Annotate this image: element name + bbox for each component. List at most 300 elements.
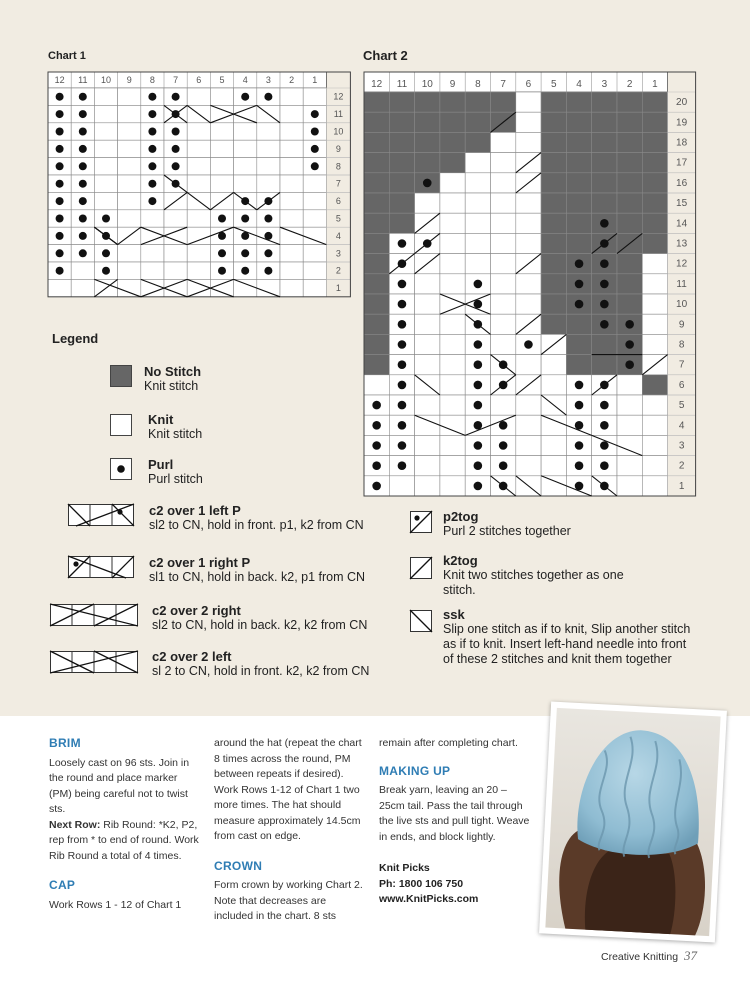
legend-no-stitch-desc: Knit stitch [144,379,199,393]
purl-stitch [56,267,64,275]
purl-stitch [372,482,381,491]
col-number: 8 [149,75,155,85]
stitch-cell [141,279,164,296]
stitch-cell [617,173,642,193]
stitch-cell [257,175,280,192]
stitch-cell [364,274,389,294]
supplier-name: Knit Picks [379,862,430,874]
stitch-cell [210,279,233,296]
stitch-cell [516,193,541,213]
stitch-cell [280,140,303,157]
row-number: 11 [333,109,344,120]
stitch-cell [491,153,516,173]
chart1-title: Chart 1 [48,50,86,62]
purl-stitch [398,441,407,450]
chart1-grid [48,72,344,297]
stitch-cell [642,375,667,395]
stitch-cell [280,192,303,209]
col-number: 3 [265,75,271,85]
stitch-cell [303,210,326,227]
stitch-cell [364,213,389,233]
stitch-cell [94,105,117,122]
purl-stitch [474,280,483,289]
ssk-symbol [410,610,432,632]
purl-stitch [600,259,609,268]
stitch-cell [415,92,440,112]
stitch-cell [440,334,465,354]
stitch-cell [617,415,642,435]
row-number: 9 [335,143,341,154]
legend-c2o2l [152,649,369,679]
purl-stitch [600,421,609,430]
stitch-cell [491,92,516,112]
stitch-cell [440,173,465,193]
purl-stitch [79,232,87,240]
stitch-cell [592,334,617,354]
stitch-cell [541,112,566,132]
crown-text: Form crown by working Chart 2. Note that decreases are included in the chart. 8 sts [214,879,363,922]
stitch-cell [617,213,642,233]
stitch-cell [592,153,617,173]
legend-c2o1r [149,555,365,585]
legend-c2o2r [152,603,367,633]
purl-stitch [56,197,64,205]
row-number: 5 [678,400,685,412]
stitch-cell [118,262,141,279]
purl-stitch [474,482,483,491]
stitch-cell [516,92,541,112]
stitch-cell [389,112,414,132]
stitch-cell [642,435,667,455]
stitch-cell [440,476,465,496]
stitch-cell [617,112,642,132]
purl-stitch [56,232,64,240]
legend-p2tog-desc: Purl 2 stitches together [443,524,571,538]
row-number: 7 [335,178,341,189]
col-number: 10 [100,75,112,85]
stitch-cell [566,173,591,193]
stitch-cell [566,132,591,152]
stitch-cell [642,294,667,314]
legend-c2o1r-desc: sl1 to CN, hold in back. k2, p1 from CN [149,570,366,584]
purl-stitch [218,249,226,257]
purl-stitch [398,239,407,248]
row-number: 2 [335,265,341,276]
stitch-cell [303,88,326,105]
stitch-cell [440,355,465,375]
row-number: 8 [335,161,341,172]
row-number: 20 [676,97,688,109]
purl-stitch [625,360,634,369]
purl-stitch [600,300,609,309]
stitch-cell [187,227,210,244]
legend-c2o1r-name: c2 over 1 right P [149,555,251,570]
row-number: 6 [678,379,685,391]
stitch-cell [415,314,440,334]
stitch-cell [364,355,389,375]
purl-stitch [600,280,609,289]
stitch-cell [541,254,566,274]
stitch-cell [617,274,642,294]
row-number: 1 [335,283,341,294]
purl-stitch [398,300,407,309]
stitch-cell [257,158,280,175]
purl-stitch [474,300,483,309]
stitch-cell [491,395,516,415]
purl-stitch [575,259,584,268]
col-number: 7 [173,75,179,85]
supplier-website: www.KnitPicks.com [379,893,479,905]
stitch-cell [234,105,257,122]
stitch-cell [210,140,233,157]
purl-stitch [474,340,483,349]
stitch-cell [415,112,440,132]
cap-continued: around the hat (repeat the chart 8 times across the round, PM between repeats if desired). Work Rows 1-12 of Chart 1 two more times. The hat should measure approximately 14.5cm from cast on edge. [214,737,362,842]
purl-stitch [575,441,584,450]
row-number: 9 [678,319,685,331]
stitch-cell [118,175,141,192]
stitch-cell [210,88,233,105]
stitch-cell [118,192,141,209]
legend-title: Legend [52,331,99,346]
stitch-cell [210,105,233,122]
stitch-cell [642,476,667,496]
purl-stitch [56,162,64,170]
stitch-cell [415,435,440,455]
stitch-cell [491,233,516,253]
stitch-cell [440,213,465,233]
stitch-cell [642,193,667,213]
legend-c2o1l [149,503,364,533]
col-number: 4 [576,79,582,90]
stitch-cell [491,173,516,193]
purl-stitch [56,128,64,136]
stitch-cell [210,123,233,140]
stitch-cell [280,123,303,140]
stitch-cell [642,132,667,152]
row-number: 13 [676,238,688,250]
purl-stitch [311,162,319,170]
stitch-cell [364,254,389,274]
stitch-cell [364,334,389,354]
stitch-cell [617,456,642,476]
purl-stitch [218,215,226,223]
stitch-cell [541,193,566,213]
legend-no-stitch [144,364,201,394]
purl-stitch [600,461,609,470]
stitch-cell [187,175,210,192]
stitch-cell [617,435,642,455]
col-number: 2 [289,75,295,85]
stitch-cell [592,355,617,375]
purl-stitch [56,93,64,101]
stitch-cell [280,105,303,122]
row-number: 3 [678,440,685,452]
stitch-cell [541,173,566,193]
row-number: 10 [333,126,344,137]
stitch-cell [465,173,490,193]
purl-stitch [575,421,584,430]
page-number: 37 [684,948,698,963]
col-number: 1 [652,79,658,90]
stitch-cell [234,123,257,140]
col-number: 9 [126,75,132,85]
crown-heading: CROWN [214,858,263,873]
stitch-cell [491,254,516,274]
purl-stitch [148,197,156,205]
purl-stitch [79,145,87,153]
col-number: 7 [500,79,506,90]
pattern-column-2 [214,736,364,925]
stitch-cell [118,123,141,140]
stitch-cell [642,153,667,173]
purl-stitch [575,280,584,289]
purl-stitch [56,215,64,223]
purl-stitch [372,421,381,430]
purl-stitch [474,401,483,410]
row-number: 7 [678,359,685,371]
legend-k2tog-name: k2tog [443,553,478,568]
purl-stitch [499,461,508,470]
stitch-cell [48,279,71,296]
stitch-cell [280,227,303,244]
legend-k2tog [443,553,643,598]
stitch-cell [303,262,326,279]
purl-stitch [474,421,483,430]
stitch-cell [541,435,566,455]
stitch-cell [187,262,210,279]
col-number: 3 [601,79,608,90]
stitch-cell [440,456,465,476]
stitch-cell [141,262,164,279]
purl-stitch [474,381,483,390]
stitch-cell [516,132,541,152]
legend-c2o2l-desc: sl 2 to CN, hold in front. k2, k2 from CN [152,664,370,678]
row-number: 10 [676,299,688,311]
legend-k2tog-desc: Knit two stitches together as one stitch. [443,568,624,597]
legend-c2o2r-name: c2 over 2 right [152,603,241,618]
legend-purl-desc: Purl stitch [148,472,203,486]
stitch-cell [187,279,210,296]
stitch-cell [516,213,541,233]
stitch-cell [516,274,541,294]
stitch-cell [187,245,210,262]
stitch-cell [491,274,516,294]
stitch-cell [541,213,566,233]
stitch-cell [617,92,642,112]
purl-stitch [264,93,272,101]
stitch-cell [389,92,414,112]
legend-purl-name: Purl [148,457,174,472]
purl-stitch [79,128,87,136]
stitch-cell [187,158,210,175]
purl-swatch [110,458,132,480]
stitch-cell [516,294,541,314]
stitch-cell [642,213,667,233]
purl-stitch [79,93,87,101]
stitch-cell [118,158,141,175]
stitch-cell [516,415,541,435]
stitch-cell [415,193,440,213]
stitch-cell [94,140,117,157]
purl-stitch [398,340,407,349]
stitch-cell [364,233,389,253]
purl-stitch [398,381,407,390]
purl-stitch [398,360,407,369]
legend-p2tog [443,509,693,539]
cap-heading: CAP [49,878,76,892]
stitch-cell [592,92,617,112]
stitch-cell [94,192,117,209]
stitch-cell [234,279,257,296]
purl-stitch [79,249,87,257]
stitch-cell [617,132,642,152]
stitch-cell [440,294,465,314]
stitch-cell [440,92,465,112]
stitch-cell [257,140,280,157]
c2o1l-symbol [68,504,134,526]
row-number: 6 [335,196,341,207]
stitch-cell [642,173,667,193]
purl-stitch [241,267,249,275]
chart2-grid [364,72,688,497]
stitch-cell [389,193,414,213]
stitch-cell [234,158,257,175]
purl-stitch [241,215,249,223]
stitch-cell [187,140,210,157]
stitch-cell [440,233,465,253]
col-number: 12 [371,79,383,90]
stitch-cell [71,262,94,279]
legend-c2o2r-desc: sl2 to CN, hold in back. k2, k2 from CN [152,618,368,632]
stitch-cell [389,132,414,152]
purl-stitch [474,360,483,369]
row-number: 16 [676,177,688,189]
stitch-cell [516,112,541,132]
purl-stitch [398,401,407,410]
legend-ssk-desc: Slip one stitch as if to knit, Slip another stitch as if to knit. Insert left-hand needle into front of these 2 stitches and knit them together [443,622,691,666]
purl-stitch [148,110,156,118]
supplier-phone: Ph: 1800 106 750 [379,877,464,890]
stitch-cell [280,279,303,296]
legend-knit [148,412,202,442]
stitch-cell [164,279,187,296]
stitch-cell [491,334,516,354]
stitch-cell [141,210,164,227]
stitch-cell [415,153,440,173]
stitch-cell [642,112,667,132]
purl-stitch [79,180,87,188]
purl-stitch [423,179,432,188]
stitch-cell [164,262,187,279]
col-number: 6 [525,79,532,90]
stitch-cell [364,375,389,395]
col-number: 2 [626,79,633,90]
stitch-cell [516,456,541,476]
stitch-cell [141,245,164,262]
stitch-cell [566,233,591,253]
stitch-cell [617,476,642,496]
purl-stitch [148,128,156,136]
stitch-cell [415,355,440,375]
stitch-cell [541,415,566,435]
stitch-cell [465,132,490,152]
stitch-cell [389,213,414,233]
stitch-cell [465,233,490,253]
stitch-cell [280,210,303,227]
hat-photo [539,702,727,943]
stitch-cell [566,92,591,112]
stitch-cell [141,227,164,244]
stitch-cell [440,153,465,173]
stitch-cell [541,476,566,496]
stitch-cell [541,233,566,253]
stitch-cell [541,153,566,173]
stitch-cell [187,123,210,140]
purl-stitch [600,401,609,410]
stitch-cell [364,132,389,152]
purl-stitch [474,461,483,470]
row-number: 19 [676,117,688,129]
stitch-cell [566,193,591,213]
purl-stitch [172,162,180,170]
magazine-name: Creative Knitting [601,951,679,963]
stitch-cell [303,245,326,262]
purl-stitch [499,421,508,430]
stitch-cell [94,88,117,105]
stitch-cell [94,175,117,192]
purl-stitch [148,162,156,170]
purl-stitch [398,461,407,470]
stitch-cell [516,435,541,455]
stitch-cell [440,112,465,132]
purl-stitch [148,93,156,101]
hat-photo-image [545,708,720,936]
stitch-cell [164,245,187,262]
purl-stitch [311,128,319,136]
row-number: 4 [678,420,685,432]
row-number: 3 [335,248,341,259]
legend-knit-name: Knit [148,412,174,427]
col-number: 6 [196,75,202,85]
pattern-column-3 [379,736,531,908]
col-number: 9 [449,79,456,90]
purl-stitch [172,93,180,101]
brim-text: Loosely cast on 96 sts. Join in the round and place marker (PM) being careful not to twist sts. [49,756,190,815]
stitch-cell [491,314,516,334]
stitch-cell [440,375,465,395]
stitch-cell [118,105,141,122]
stitch-cell [592,193,617,213]
stitch-cell [491,132,516,152]
stitch-cell [415,294,440,314]
row-number: 15 [676,198,688,210]
stitch-cell [415,415,440,435]
stitch-cell [389,153,414,173]
stitch-cell [257,279,280,296]
stitch-cell [491,193,516,213]
stitch-cell [465,153,490,173]
purl-stitch [499,441,508,450]
stitch-cell [364,92,389,112]
stitch-cell [280,158,303,175]
next-row-label: Next Row: [49,818,101,831]
knit-swatch [110,414,132,436]
stitch-cell [118,210,141,227]
purl-stitch [79,197,87,205]
purl-stitch [600,441,609,450]
stitch-cell [164,210,187,227]
